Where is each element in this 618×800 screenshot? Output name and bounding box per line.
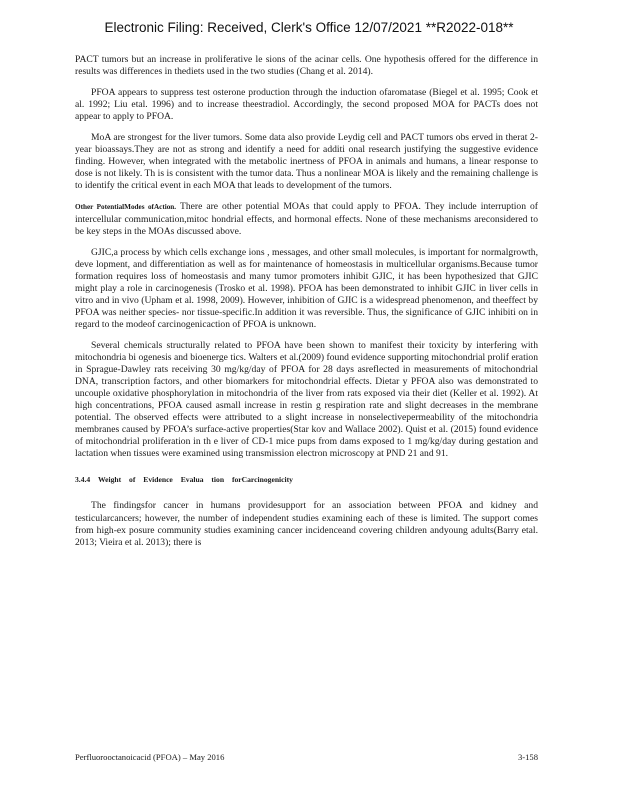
paragraph-mitochondria: Several chemicals structurally related to PFOA have been shown to manifest their toxicity by interfering with mitochondria bi ogenesis and bioenerge tics. Walters et al.(2009) found evidence supporting mitochondrial prolif eration in Sprague-Dawley rats receiving 30 mg/kg/day of PFOA for 28 days asreflected in measurements of mitochondrial DNA, transcription factors, and other biomarkers for mitochondrial effects. Dietar y PFOA also was demonstrated to uncouple oxidative phosphorylation in mitochondria of the liver from rats exposed via their diet (Keller et al. 1992). At high concentrations, PFOA caused asmall increase in restin g respiration rate and slight decreases in the membrane potential. The observed effects were attributed to a slight increase in nonselectivepermeability of the mitochondria membranes caused by PFOA’s surface-active properties(Star kov and Wallace 2002). Quist et al. (2015) found evidence of mitochondrial proliferation in th e liver of CD-1 mice pups from dams exposed to 1 mg/kg/day during gestation and lactation when tissues were examined using transmission electron microscopy at PND 21 and 91. bbox=[75, 339, 538, 460]
paragraph-moa-strength: MoA are strongest for the liver tumors. Some data also provide Leydig cell and PACT tumors obs erved in therat 2-year bioassays.They are not as strong and identify a need for additi onal research justifying the suggestive evidence finding. However, when integrated with the metabolic inertness of PFOA in animals and humans, a linear response to dose is not likely. Th is is consistent with the tumor data. Thus a nonlinear MOA is likely and the remaining challenge is to identify the critical event in each MOA that leads to development of the tumors. bbox=[75, 132, 538, 192]
paragraph-other-modes-text: There are other potential MOAs that could apply to PFOA. They include interruption of intercellular communication,mitoc hondrial effects, and hormonal effects. None of these mechanisms areconsidered to be key steps in the MOAs discussed above. bbox=[75, 201, 538, 237]
page-number: 3-158 bbox=[517, 752, 538, 762]
paragraph-other-modes bbox=[75, 201, 538, 237]
paragraph-testosterone: PFOA appears to suppress test osterone production through the induction ofaromatase (Biegel et al. 1995; Cook et al. 1992; Liu etal. 1996) and to increase theestradiol. Accordingly, the second proposed MOA for PACTs does not appear to apply to PFOA. bbox=[75, 87, 538, 123]
section-heading: 3.4.4 Weight of Evidence Evalua tion forCarcinogenicity bbox=[75, 475, 293, 485]
footer-title: Perfluorooctanoicacid (PFOA) – May 2016 bbox=[75, 752, 225, 762]
paragraph-pact-tumors: PACT tumors but an increase in proliferative le sions of the acinar cells. One hypothesis offered for the difference in results was differences in thediets used in the two studies (Chang et al. 2014). bbox=[75, 54, 538, 78]
paragraph-gjic: GJIC,a process by which cells exchange ions , messages, and other small molecules, is important for normalgrowth, deve lopment, and differentiation as well as for maintenance of homeostasis in multicellular organisms.Because tumor formation requires loss of homeostasis and many tumor promoters inhibit GJIC, it has been hypothesized that GJIC might play a role in carcinogenesis (Trosko et al. 1998). PFOA has been demonstrated to inhibit GJIC in liver cells in vitro and in vivo (Upham et al. 1998, 2009). However, inhibition of GJIC is a widespread phenomenon, and theeffect by PFOA was neither species- nor tissue-specific.In addition it was reversible. Thus, the significance of GJIC inhibiti on in regard to the modeof carcinogenicaction of PFOA is unknown. bbox=[75, 246, 538, 330]
runin-heading: Other PotentialModes ofAction. bbox=[75, 203, 177, 212]
filing-header: Electronic Filing: Received, Clerk's Office 12/07/2021 **R2022-018** bbox=[104, 20, 514, 35]
paragraph-human-findings: The findingsfor cancer in humans providesupport for an association between PFOA and kidney and testicularcancers; however, the number of independent studies examining each of these is limited. The support comes from high-ex posure community studies examining cancer incidenceand covering children andyoung adults(Barry etal. 2013; Vieira et al. 2013); there is bbox=[75, 500, 538, 548]
body-text bbox=[75, 54, 538, 558]
